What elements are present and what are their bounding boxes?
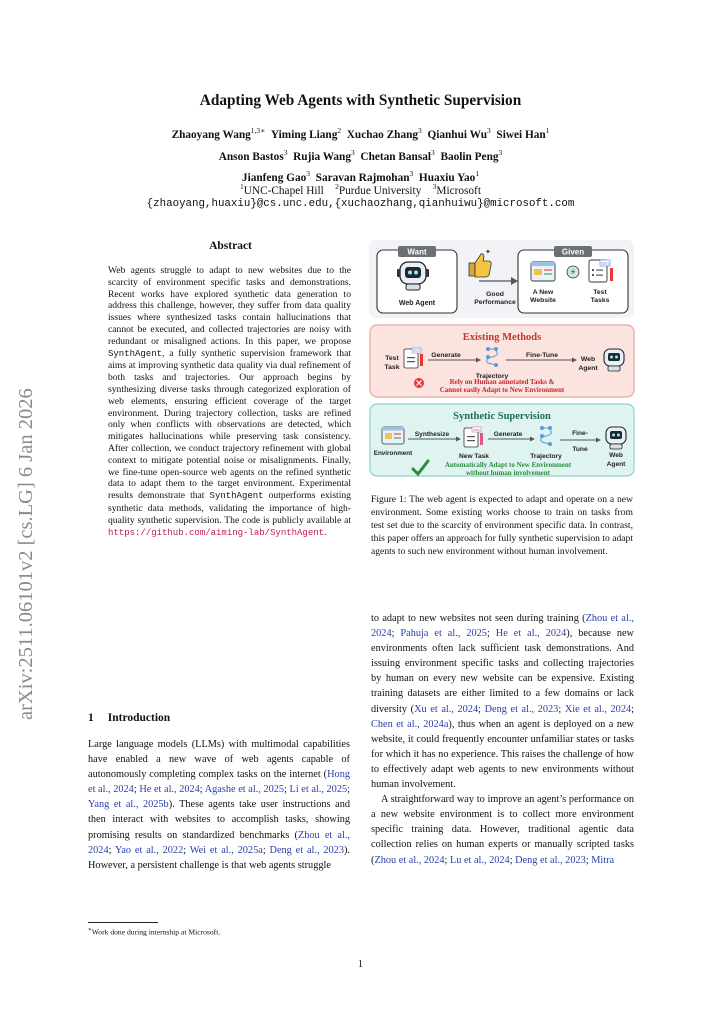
svg-text:Web: Web: [580, 356, 596, 363]
trajectory-label: Trajectory: [530, 453, 562, 460]
affiliation: $^1$UNC-Chapel Hill: [240, 182, 324, 197]
author-emails: {zhaoyang,huaxiu}@cs.unc.edu,{xuchaozhang,qianhuiwu}@microsoft.com: [146, 198, 575, 210]
good-performance-line1: Good: [486, 291, 504, 298]
author-line-1: [60, 122, 661, 144]
paper-title: Adapting Web Agents with Synthetic Supervision: [199, 92, 522, 109]
citation-link[interactable]: Yao et al., 2022: [114, 844, 184, 856]
system-name: SynthAgent: [108, 348, 163, 359]
test-task-icon: [404, 348, 423, 368]
given-label: Given: [561, 247, 585, 257]
svg-text:TEST: TEST: [412, 349, 421, 353]
new-task-icon: [464, 427, 483, 447]
arxiv-identifier: [2, 300, 52, 720]
svg-text:+: +: [570, 267, 576, 277]
svg-text:Fine-: Fine-: [572, 430, 588, 437]
intro-column-2: [371, 611, 634, 868]
svg-text:without human involvement: without human involvement: [465, 469, 551, 477]
author-name: Baolin Peng$^3$: [440, 147, 503, 163]
author-line-2: [60, 144, 661, 166]
citation-link[interactable]: Agashe et al., 2025: [204, 784, 285, 796]
test-tasks-line2: Tasks: [590, 297, 610, 304]
figure-1: [368, 239, 636, 482]
intro-column-1: Large language models (LLMs) with multimodal capabilities have enabled a new wave of web agents capable of autonomously completing complex tasks on the internet (Hong et al., 2024; He et al., 2024; Agashe et al., 2025; Li et al., 2025; Yang et al., 2025b). These agents take user instructions and then interact with websites to accomplish tasks, showing promising results on standardized benchmarks (Zhou et al., 2024; Yao et al., 2022; Wei et al., 2025a; Deng et al., 2023). However, a persistent challenge is that web agents struggle: [88, 739, 351, 871]
citation-link[interactable]: Pahuja et al., 2025: [400, 628, 487, 640]
arxiv-identifier-text: arXiv:2511.06101v2 [cs.LG] 6 Jan 2026: [15, 388, 37, 720]
synthesize-label: Synthesize: [414, 431, 450, 438]
system-name: SynthAgent: [209, 491, 264, 502]
test-tasks-line1: Test: [593, 289, 607, 296]
section-heading: 1 Introduction: [88, 712, 171, 724]
author-name: Rujia Wang$^3$: [293, 147, 355, 163]
citation-link[interactable]: Deng et al., 2023: [484, 703, 559, 715]
author-name: Anson Bastos$^3$: [218, 147, 288, 163]
good-performance-line2: Performance: [474, 299, 516, 306]
affiliation: $^2$Purdue University: [335, 182, 422, 197]
citation-link[interactable]: Yang et al., 2025b: [88, 799, 169, 811]
citation-link[interactable]: Lu et al., 2024: [449, 854, 510, 866]
affiliation: $^3$Microsoft: [432, 182, 481, 197]
new-website-line2: Website: [530, 297, 556, 304]
author-name: Xuchao Zhang$^3$: [346, 126, 422, 141]
environment-icon: [382, 427, 404, 444]
paragraph: A straightforward way to improve an agent’s performance on a new website environment is to collect more environment specific training data. However, traditional agentic data collection relies on human experts or manually scripted tasks (Zhou et al., 2024; Lu et al., 2024; Deng et al., 2023; Mitra: [371, 794, 634, 866]
code-link[interactable]: https://github.com/aiming-lab/SynthAgent: [108, 527, 325, 538]
abstract-heading: Abstract: [209, 240, 252, 252]
author-name: Yiming Liang$^2$: [270, 126, 342, 141]
svg-text:Cannot easily Adapt to New Env: Cannot easily Adapt to New Environment: [439, 386, 565, 394]
figure-caption: Figure 1: The web agent is expected to adapt and operate on a new environment. Some existing works choose to train on tasks from test set due to the scarcity of environment specific data. In contrast, this paper offers an approach for fully synthetic supervision to adapt agents to such new environment without human involvement.: [371, 494, 633, 557]
citation-link[interactable]: Li et al., 2025: [289, 784, 348, 796]
author-name: Siwei Han$^1$: [496, 126, 550, 141]
svg-text:Task: Task: [384, 364, 400, 371]
svg-text:Agent: Agent: [606, 461, 626, 468]
citation-link[interactable]: Hong et al., 2024: [88, 769, 350, 796]
new-website-line1: A New: [532, 289, 554, 296]
fine-tune-label: Fine-Tune: [526, 352, 558, 359]
new-task-label: New Task: [459, 453, 489, 460]
website-icon: [531, 262, 555, 281]
want-label: Want: [407, 247, 427, 257]
generate-label: Generate: [493, 431, 523, 438]
web-agent-label: Web Agent: [398, 300, 436, 307]
footnote-rule: [88, 922, 158, 923]
citation-link[interactable]: He et al., 2024: [139, 784, 200, 796]
author-name: Zhaoyang Wang$^{1,3∗}$: [171, 126, 266, 141]
footnote: ∗Work done during internship at Microsoft.: [88, 927, 221, 937]
svg-text:Web: Web: [609, 452, 623, 459]
citation-link[interactable]: Zhou et al., 2024: [88, 829, 350, 856]
author-name: Huaxiu Yao$^1$: [418, 169, 480, 185]
citation-link[interactable]: Zhou et al., 2024: [374, 854, 445, 866]
svg-text:Rely on Human annotated Tasks: Rely on Human annotated Tasks &: [449, 378, 555, 386]
svg-text:Automatically Adapt to New Env: Automatically Adapt to New Environment: [444, 461, 572, 469]
abstract-body: Web agents struggle to adapt to new websites due to the scarcity of environment specific tasks and demonstrations. Recent works have explored synthetic data generation to address this challenge, however, they suffer from data quality issues where synthesized tasks contain hallucinations that cannot be executed, and collected trajectories are noisy with redundant or misaligned actions. In this paper, we propose SynthAgent, a fully synthetic supervision framework that aims at improving synthetic data quality via dual refinement of both tasks and trajectories. Our approach begins by synthesizing diverse tasks through categorized exploration of web elements, ensuring efficient coverage of the target environment. During trajectory collection, tasks are refined only when conflicts with observations are detected, which mitigates hallucinations while preserving task consistency. After collection, we conduct trajectory refinement with global context to mitigate potential noise or misalignments. Finally, we fine-tune open-source web agents on the refined synthetic data to adapt them to the target environment. Experimental results demonstrate that SynthAgent outperforms existing synthetic data methods, validating the importance of high-quality synthetic supervision. The code is publicly available at https://github.com/aiming-lab/SynthAgent.: [108, 265, 351, 538]
synthetic-supervision-title: Synthetic Supervision: [453, 411, 551, 422]
svg-text:Test: Test: [385, 355, 399, 362]
svg-text:TEST: TEST: [600, 262, 610, 266]
existing-methods-title: Existing Methods: [462, 332, 542, 343]
author-name: Chetan Bansal$^3$: [360, 147, 435, 163]
citation-link[interactable]: Mitra: [591, 854, 615, 866]
page-number: 1: [357, 959, 364, 970]
citation-link[interactable]: He et al., 2024: [495, 628, 567, 640]
citation-link[interactable]: Xie et al., 2024: [564, 703, 632, 715]
environment-label: Environment: [373, 450, 413, 457]
author-name: Jianfeng Gao$^3$: [241, 169, 311, 185]
citation-link[interactable]: Wei et al., 2025a: [189, 844, 263, 856]
generate-label: Generate: [431, 352, 461, 359]
svg-text:Tune: Tune: [572, 446, 588, 453]
citation-link[interactable]: Chen et al., 2024a: [371, 718, 449, 730]
author-list: [60, 122, 661, 187]
paragraph: to adapt to new websites not seen during training (Zhou et al., 2024; Pahuja et al., 2025; He et al., 2024), because new environments often lack sufficient task demonstrations. And issuing environment specific tasks and collecting trajectories by human on every new website can be expensive. Existing training datasets are either limited to a few domains or lack diversity (Xu et al., 2024; Deng et al., 2023; Xie et al., 2024; Chen et al., 2024a), thus when an agent is deployed on a new website, it could frequently encounter unfamiliar states or tasks for which it has no experience. This raises the challenge of how to effectively adapt web agents to new environments without human involvement.: [371, 613, 635, 791]
author-name: Saravan Rajmohan$^3$: [315, 169, 414, 185]
citation-link[interactable]: Xu et al., 2024: [414, 703, 479, 715]
citation-link[interactable]: Deng et al., 2023: [515, 854, 586, 866]
svg-text:✦: ✦: [485, 249, 491, 256]
affiliations: [60, 179, 661, 199]
svg-text:New: New: [473, 428, 480, 432]
citation-link[interactable]: Deng et al., 2023: [269, 844, 344, 856]
author-name: Qianhui Wu$^3$: [427, 126, 491, 141]
cross-icon: [414, 378, 424, 388]
trajectory-label: Trajectory: [475, 373, 509, 380]
svg-text:Agent: Agent: [578, 365, 598, 372]
citation-link[interactable]: Zhou et al., 2024: [371, 613, 634, 640]
